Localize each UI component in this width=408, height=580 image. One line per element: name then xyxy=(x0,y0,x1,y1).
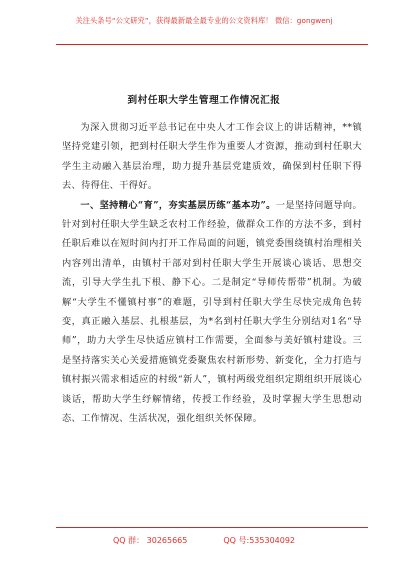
section-1-paragraph xyxy=(62,196,362,429)
header-banner: 关注头条号“公文研究”，获得最新最全最专业的公文资料库！ 微信：gongwenj xyxy=(75,16,333,25)
header-divider xyxy=(56,44,368,45)
document-body xyxy=(62,118,362,429)
section-1-text: 一是坚持问题导向。针对到村任职大学生缺乏农村工作经验，做群众工作的方法不多，到村任职后难以在短时间内打开工作局面的问题，镇党委围绕镇村治理相关内容列出清单，由镇村干部对到村任职大学生开展谈心谈话、思想交流，引导大学生扎下根、静下心。二是制定“导师传帮带”机制。为破解“大学生不懂镇村事”的难题，引导到村任职大学生尽快完成角色转变，真正融入基层、扎根基层，为*名到村任职大学生分别结对1名“导师”，助力大学生尽快适应镇村工作需要，全面参与美好镇村建设。三是坚持落实关心关爱措施镇党委聚焦农村新形势、新变化，全力打造与镇村振兴需求相适应的村级“新人”，镇村两级党组织定期组织开展谈心谈话，帮助大学生纾解情绪，传授工作经验，及时掌握大学生思想动态、工作情况、生活状况，强化组织关怀保障。 xyxy=(62,199,362,425)
section-1-heading: 一、坚持精心“育”，夯实基层历练“基本功”。 xyxy=(80,199,276,211)
footer-qq-group: QQ 群： 30265665 xyxy=(112,536,188,545)
document-title: 到村任职大学生管理工作情况汇报 xyxy=(127,95,281,106)
footer-divider xyxy=(56,527,368,528)
footer xyxy=(0,535,408,546)
intro-paragraph: 为深入贯彻习近平总书记在中央人才工作会议上的讲话精神，**镇坚持党建引领，把到村任职大学生作为重要人才资源，推动到村任职大学生主动融入基层治理，助力提升基层党建质效，确保到村任职下得去、待得住、干得好。 xyxy=(62,122,362,192)
footer-qq-number: QQ 号:535304092 xyxy=(223,536,296,545)
